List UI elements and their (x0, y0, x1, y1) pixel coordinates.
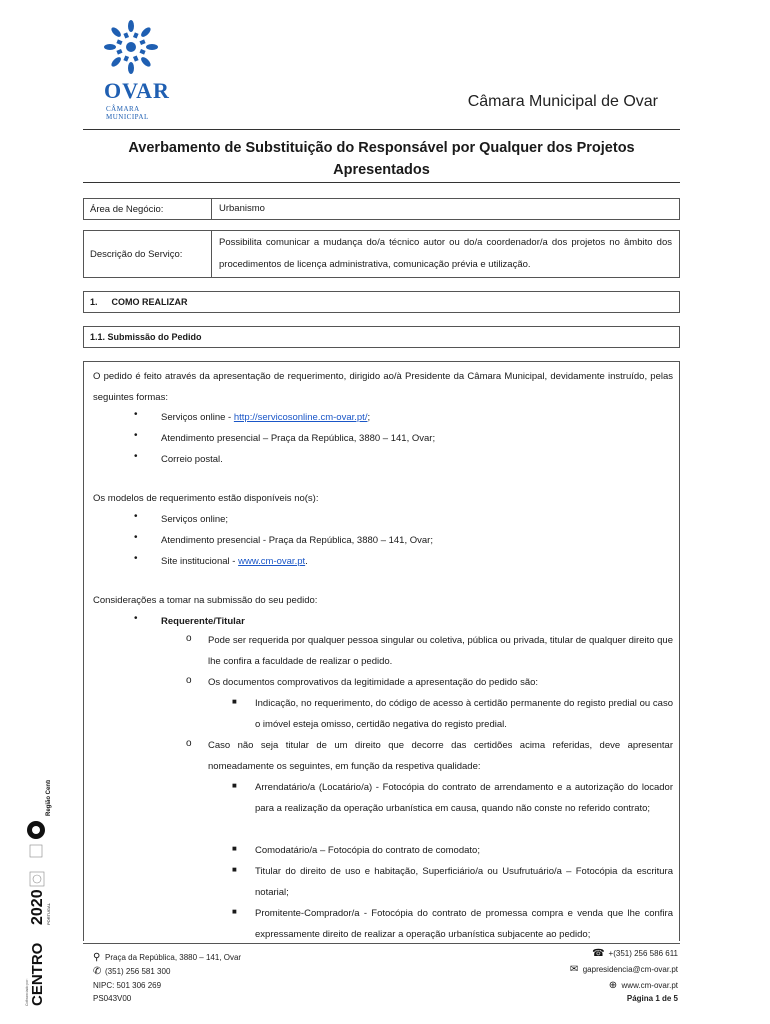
bullet-icon: • (134, 613, 138, 624)
email-icon: ✉ (569, 964, 579, 975)
centro-text: CENTRO (29, 942, 46, 1006)
descricao-row (83, 230, 680, 278)
square-bullet-icon: ■ (232, 907, 237, 916)
section-1-title: COMO REALIZAR (111, 297, 188, 307)
list-item (161, 551, 671, 572)
portugal-2020-logo (29, 889, 51, 925)
models-paragraph: Os modelos de requerimento estão disponíveis no(s): (93, 493, 319, 504)
location-pin-icon: ⚲ (93, 952, 101, 963)
list-item: Correio postal. (161, 454, 223, 465)
bullet-icon: • (134, 511, 138, 522)
bullet-icon: • (134, 553, 138, 564)
area-label: Área de Negócio: (84, 199, 212, 219)
subsublist-item: Arrendatário/a (Locatário/a) - Fotocópia do contrato de arrendamento e a autorização do locador para a realização da operação urbanística em causa, quando não conste no referido contrato; (255, 782, 673, 814)
subsublist-item: Titular do direito de uso e habitação, Superficiário/a ou Usufrutuário/a – Fotocópia da escritura notarial; (255, 866, 673, 898)
area-row (83, 198, 680, 220)
list-item-suffix: ; (367, 412, 371, 423)
footer-nipc: NIPC: 501 306 269 (93, 981, 162, 990)
list-item: Serviços online; (161, 514, 229, 525)
footer-website-text: www.cm-ovar.pt (621, 981, 678, 990)
list-item: Atendimento presencial – Praça da República, 3880 – 141, Ovar; (161, 433, 436, 444)
regiao-centro-logo (27, 780, 52, 839)
logo-sub-line2: MUNICIPAL (106, 113, 149, 121)
footer-email (566, 964, 678, 975)
sublist-item: Pode ser requerida por qualquer pessoa singular ou coletiva, pública ou privada, titular de qualquer direito que lhe confira a faculdade de realizar o pedido. (208, 635, 673, 667)
servicos-online-link[interactable]: http://servicosonline.cm-ovar.pt/ (233, 412, 368, 423)
list-item: Atendimento presencial - Praça da República, 3880 – 141, Ovar; (161, 535, 433, 546)
footer-code: PS043V00 (93, 994, 132, 1003)
entity-name: Câmara Municipal de Ovar (467, 93, 658, 110)
phone-icon: ✆ (93, 966, 102, 977)
subsublist-item: Indicação, no requerimento, do código de acesso à certidão permanente do registo predial ou caso o imóvel esteja omisso, certidão negativa do registo predial. (255, 698, 673, 730)
list-item-text: Serviços online - (161, 412, 234, 423)
bullet-icon: • (134, 409, 138, 420)
document-title-line1: Averbamento de Substituição do Responsável por Qualquer dos Projetos (128, 140, 635, 156)
descricao-label: Descrição do Serviço: (84, 231, 212, 277)
footer-fax (592, 948, 678, 959)
circle-bullet-icon: o (186, 633, 192, 644)
page-footer (83, 943, 680, 1013)
footer-phone-left (93, 966, 170, 977)
section-1-1-title: 1.1. Submissão do Pedido (90, 332, 202, 342)
section-1-1-header (83, 326, 680, 348)
subsublist-item: Promitente-Comprador/a - Fotocópia do contrato de promessa compra e venda que lhe confira expressamente direito de realizar a operação urbanística subjacente ao pedido; (255, 908, 673, 940)
document-title-line2: Apresentados (333, 162, 430, 178)
square-bullet-icon: ■ (232, 697, 237, 706)
area-value: Urbanismo (219, 203, 265, 214)
centro-2020-logo (25, 942, 46, 1006)
bullet-icon: • (134, 430, 138, 441)
circle-bullet-icon: o (186, 675, 192, 686)
circle-bullet-icon: o (186, 738, 192, 749)
list-item-suffix: . (305, 556, 308, 567)
square-bullet-icon: ■ (232, 844, 237, 853)
footer-email-text: gapresidencia@cm-ovar.pt (582, 965, 678, 974)
section-1-number: 1. (90, 297, 98, 307)
portugal-2020-number: 2020 (29, 889, 46, 925)
subsublist-item: Comodatário/a – Fotocópia do contrato de comodato; (255, 845, 480, 856)
logo-name: OVAR (104, 78, 170, 103)
footer-fax-text: +(351) 256 586 611 (608, 949, 678, 958)
list-item-text: Site institucional - (161, 556, 239, 567)
logo-subtitle (106, 105, 149, 121)
descricao-value: Possibilita comunicar a mudança do/a técnico autor ou do/a coordenador/a dos projetos no âmbito dos procedimentos de licença administrativa, comunicação prévia e utilização. (219, 237, 672, 270)
considerations-paragraph: Considerações a tomar na submissão do seu pedido: (93, 595, 318, 606)
funding-blocks (30, 845, 44, 886)
sublist-item: Caso não seja titular de um direito que decorre das certidões acima referidas, deve apresentar nomeadamente os seguintes, em função da respetiva qualidade: (208, 740, 673, 772)
square-bullet-icon: ■ (232, 781, 237, 790)
municipality-logo (96, 18, 170, 121)
requerente-title: Requerente/Titular (161, 616, 245, 627)
intro-paragraph: O pedido é feito através da apresentação de requerimento, dirigido ao/à Presidente da Câmara Municipal, devidamente instruído, pelas seguintes formas: (93, 371, 673, 403)
fax-icon: ☎ (592, 948, 605, 959)
cofinanciado-text: Cofinanciado por: (25, 978, 29, 1006)
section-1-header (83, 291, 680, 313)
footer-website (605, 980, 678, 991)
globe-icon: ⊕ (608, 980, 618, 991)
page-number: Página 1 de 5 (626, 994, 678, 1003)
ovar-rosette-icon (102, 18, 160, 76)
content-box (83, 361, 680, 941)
portugal-text: PORTUGAL (46, 903, 51, 925)
header-rule-top (83, 129, 680, 130)
funding-logos (22, 780, 58, 1010)
footer-phone-left-text: (351) 256 581 300 (105, 967, 171, 976)
site-institucional-link[interactable]: www.cm-ovar.pt (238, 556, 306, 567)
square-bullet-icon: ■ (232, 865, 237, 874)
regiao-centro-text: Região Centro (46, 780, 52, 816)
header-rule-bottom (83, 182, 680, 183)
sublist-item: Os documentos comprovativos da legitimidade a apresentação do pedido são: (208, 677, 539, 688)
footer-address (93, 952, 241, 963)
document-title (83, 137, 680, 181)
bullet-icon: • (134, 451, 138, 462)
list-item (161, 407, 671, 428)
logo-sub-line1: CÂMARA (106, 105, 140, 113)
footer-address-text: Praça da República, 3880 – 141, Ovar (105, 953, 242, 962)
bullet-icon: • (134, 532, 138, 543)
